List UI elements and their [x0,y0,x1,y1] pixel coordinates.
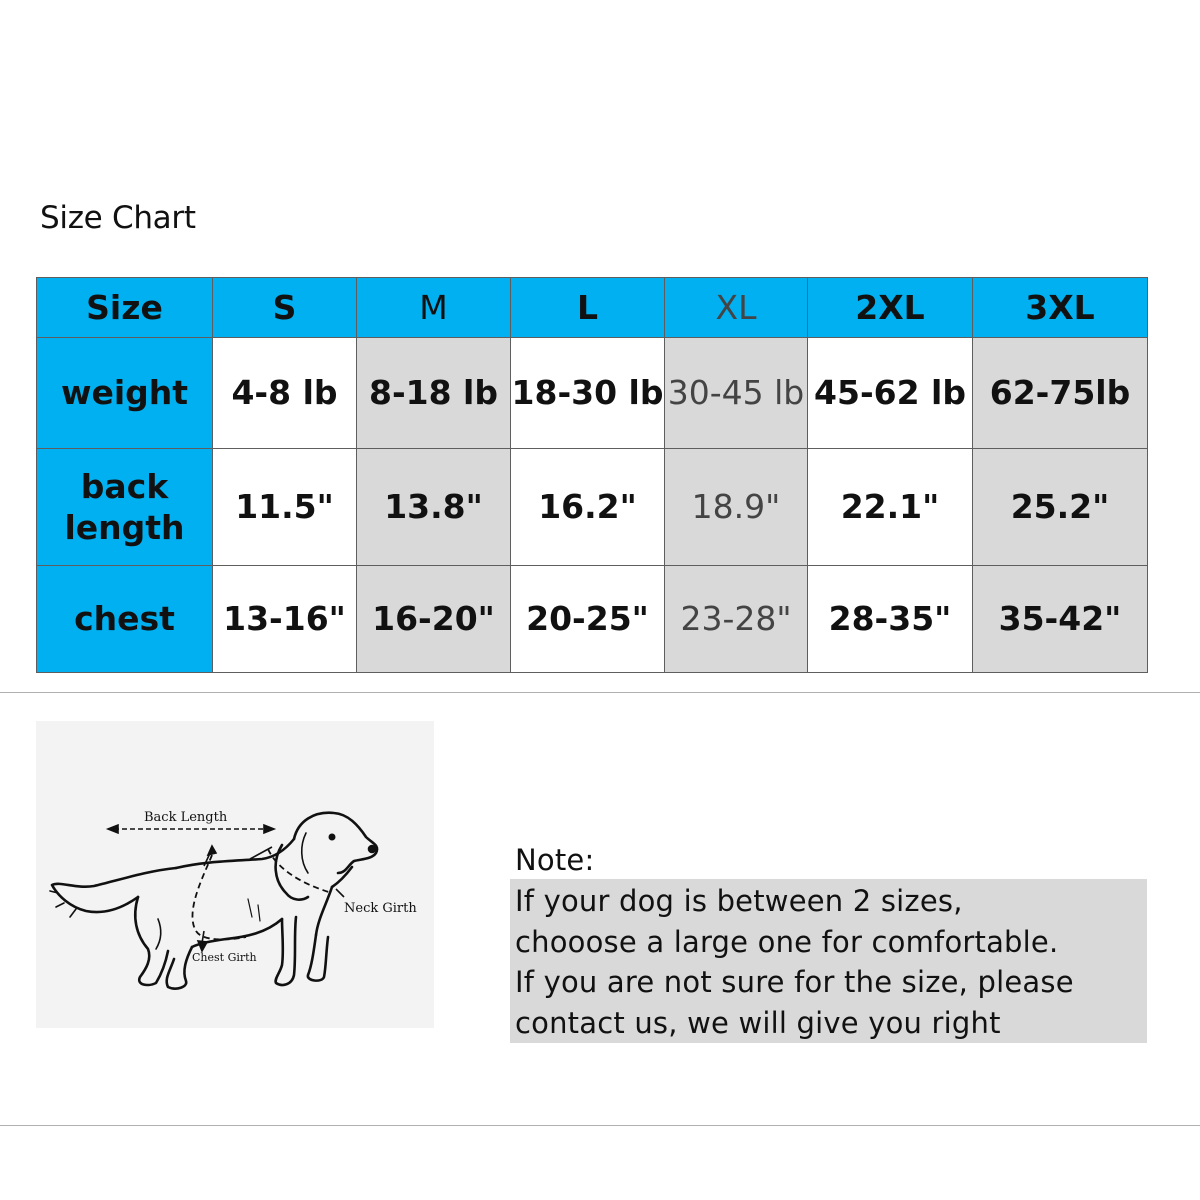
table-cell: 22.1" [808,449,973,566]
table-cell: 25.2" [973,449,1148,566]
note-line: If your dog is between 2 sizes, [515,884,963,918]
table-cell: 16.2" [511,449,665,566]
note-line: contact us, we will give you right [515,1006,1001,1040]
row-label-line: length [64,508,185,547]
table-cell: 45-62 lb [808,338,973,449]
row-label-weight: weight [37,338,213,449]
table-cell: 62-75lb [973,338,1148,449]
row-label-back-length [37,449,213,566]
table-cell: 30-45 lb [665,338,808,449]
table-cell: 28-35" [808,566,973,673]
dog-illustration [36,721,434,1028]
header-cell-size: Size [37,278,213,338]
size-chart-table [36,277,1148,673]
page-title: Size Chart [40,200,196,236]
table-cell: 18.9" [665,449,808,566]
table-cell: 16-20" [357,566,511,673]
neck-girth-label: Neck Girth [344,901,417,916]
divider-line [0,1125,1200,1126]
dog-measurement-diagram [36,721,434,1028]
divider-line [0,692,1200,693]
header-cell-2xl: 2XL [808,278,973,338]
back-length-label: Back Length [144,810,228,825]
note-line: chooose a large one for comfortable. [515,925,1059,959]
row-label-line: back [80,466,169,506]
header-cell-l: L [511,278,665,338]
note-label: Note: [515,843,595,877]
header-cell-m: M [357,278,511,338]
table-row-chest [37,566,1148,673]
table-header-row [37,278,1148,338]
table-row-back-length [37,449,1148,566]
note-line: If you are not sure for the size, please [515,965,1074,999]
table-cell: 8-18 lb [357,338,511,449]
table-cell: 11.5" [213,449,357,566]
table-cell: 4-8 lb [213,338,357,449]
table-cell: 13-16" [213,566,357,673]
row-label-chest: chest [37,566,213,673]
header-cell-xl: XL [665,278,808,338]
table-cell: 13.8" [357,449,511,566]
table-cell: 23-28" [665,566,808,673]
chest-girth-label: Chest Girth [192,951,257,964]
header-cell-s: S [213,278,357,338]
table-row-weight [37,338,1148,449]
table-cell: 18-30 lb [511,338,665,449]
table-cell: 35-42" [973,566,1148,673]
table-cell: 20-25" [511,566,665,673]
header-cell-3xl: 3XL [973,278,1148,338]
